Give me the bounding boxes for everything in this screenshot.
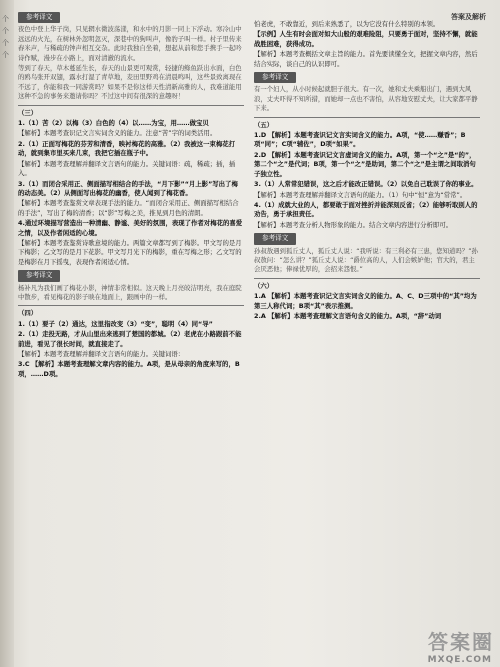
edge-char: 个 (2, 39, 9, 47)
answer: 4.通过环境描写营造出一种清幽、静谧、美好的氛围，表现了作者对梅花的喜爱之情，以及作者闲适的心境。 (18, 219, 243, 237)
section-label: （五） (254, 120, 274, 129)
explanation: 【解析】本题考查鉴赏文章表现手法的能力。“而闭合采用正、侧面描写相结合的手法”，写出了梅的清香；以“影”写梅之美，推见到月色的清朗。 (18, 199, 239, 217)
right-column (254, 10, 480, 322)
answer: 1.A 【解析】本题考查识记文言实词含义的能力。A、C、D三项中的“其”均为第三人称代词；B项“其”表示推测。 (254, 292, 477, 310)
paragraph: 怕老虎，不敢靠近，到后来熟悉了，以为它没有什么特别的本领。 (254, 20, 440, 28)
answer: 1.（1）苦（2）以梅（3）白色的（4）以……为宝，用……做宝贝 (18, 119, 209, 128)
paragraph: 杨补凡为我们画了梅花小影，神情非常相似。这天晚上月亮皎洁明亮，我在庭院中散步，看见梅花的影子映在地面上，跟画中的一样。 (18, 283, 242, 301)
paragraph: 有一个妇人，从小时候起就胆子很大。有一次，她和丈夫乘船出门，遇到大风浪，丈夫吓得不知所措，而她却一点也不害怕，从容地安慰丈夫，让大家都平静下来。 (254, 85, 478, 113)
divider (254, 278, 480, 279)
section-label: （三） (18, 108, 38, 117)
left-column (18, 10, 244, 380)
answer: 2.D 【解析】本题考查识记文言虚词含义的能力。A项，第一个“之”是“的”，第二个“之”是代词；B项，第一个“之”是助词，第二个“之”是主谓之间取消句子独立性。 (254, 150, 476, 178)
paragraph: 孙叔敖遇到狐丘丈人，狐丘丈人说：“我听说：有三利必有三患，您知道吗？”孙叔敖问：“怎么讲？”狐丘丈人说：“爵位高的人，人们会嫉妒他；官大的，君主会厌恶他；俸禄优厚的，会招来怨恨。” (254, 246, 478, 274)
section-header: 参考译文 (254, 233, 296, 244)
section-header: 参考译文 (254, 72, 296, 83)
explanation: 【解析】本题考查鉴赏诗歌意境的能力。两篇文章都写到了梅影。甲文写的是月下梅影；乙文写的是月下花影。甲文写月光下的梅影，重在写梅之形；乙文写的是梅影在月下摇曳，表现作者闲适心情。 (18, 238, 242, 266)
section-label: （四） (18, 309, 38, 318)
answer: 2.A 【解析】本题考查理解文言语句含义的能力。A项，“辞”动词 (254, 311, 442, 320)
divider (18, 105, 244, 106)
answer: 4.（1）成就大业的人，都要敢于面对挫折并能深刻反省；（2）能够听取别人的劝告，勇于承担责任。 (254, 200, 478, 219)
header-brand: 答案及解析 (451, 13, 486, 21)
paragraph: 夜色中登上华子岗，只见辋水微波荡漾，和水中的月影一同上下浮动。寒冷山中远远的火光，在树林外忽明忽灭，深巷中的狗叫声，像豹子叫一样。村子里传来舂米声，与稀疏的钟声相互交杂。此时我独自坐着，想起从前和您手携手一起吟诗作赋，漫步在小路上，面对清澈的流水。 (18, 25, 242, 62)
divider (254, 117, 480, 118)
page-edge (0, 0, 14, 667)
answer: 1.D 【解析】本题考查识记文言实词含义的能力。A项，“使……赚香”；B项“同”；C项“辅佐”，D项“如果”。 (254, 131, 466, 149)
answer: 1.（1）要子（2）通达，这里指改变（3）“变”，聪明（4）同“导” (18, 319, 213, 328)
explanation: 【解析】本题考查识记文言实词含义的能力。注意“苦”字的词类活用。 (18, 129, 217, 138)
explanation: 【解析】本题考查理解并翻译文言语句的能力。关键词语： (18, 350, 185, 358)
edge-char: 个 (2, 27, 9, 35)
divider (18, 305, 244, 306)
explanation: 【解析】本题考查理解并翻译文言语句的能力。关键词语：疏，稀疏；插，插入。 (18, 159, 236, 178)
answer: 2.（1）正面写梅花的芬芳和清香，映衬梅花的高雅。（2）我被这一束梅花打动，就到集市里买来几束，我把它插在瓶子中。 (18, 139, 236, 158)
answer: 3.（1）人常常犯错误，这之后才能改正错误。（2）以免自己耽误了你的事业。 (254, 180, 478, 189)
explanation: 【解析】本题考查分析人物形象的能力。结合文章内容进行分析即可。 (254, 220, 453, 229)
watermark-url: MXQE.COM (427, 655, 492, 665)
watermark-logo: 答案圈 (428, 630, 494, 654)
answer: 3.C 【解析】本题考查理解文章内容的能力。A项，是从母亲的角度来写的，B项，……D项。 (18, 360, 240, 378)
section-label: （六） (254, 281, 274, 290)
explanation: 【解析】本题考查概括文章主旨的能力。首先要读懂全文，把握文章内容，然后结合实际，谈自己的认识即可。 (254, 50, 478, 68)
section-header: 参考译文 (18, 12, 60, 23)
answer: 【示例】人生有时会面对如大山般的艰难险阻，只要勇于面对，坚持不懈，就能战胜困难，获得成功。 (254, 30, 478, 48)
section-header: 参考译文 (18, 270, 60, 281)
edge-char: 个 (2, 51, 9, 59)
edge-char: 个 (2, 15, 9, 23)
answer: 2.（1）走投无路，才从山里出来逃到了楚国的都城。（2）老虎在小路跟前不能前进，看见了很长时间，就直接走了。 (18, 330, 242, 348)
answer: 3.（1）而闭合采用正、侧面描写相结合的手法，“月下影”“月上影”写出了梅的动态美。（2）从侧面写出梅花的幽香，使人闻到了梅花香。 (18, 179, 238, 197)
paragraph: 等到了春天，草木蔓延生长，春天的山景更可观赏，轻捷的鲦鱼跃出水面，白色的鸥鸟张开双翅，露水打湿了青草地，麦田里野鸡在清晨鸣叫，这些景致离现在不远了，你能和我一同游赏吗？如果不是你这样天性清新高雅的人，我难道能用这种不急的事务来邀请你吗？不过这中间有很深的意趣呀！ (18, 64, 242, 101)
explanation: 【解析】本题考查理解并翻译文言语句的能力。（1）句中“恒”意为“常常”。 (254, 190, 467, 199)
